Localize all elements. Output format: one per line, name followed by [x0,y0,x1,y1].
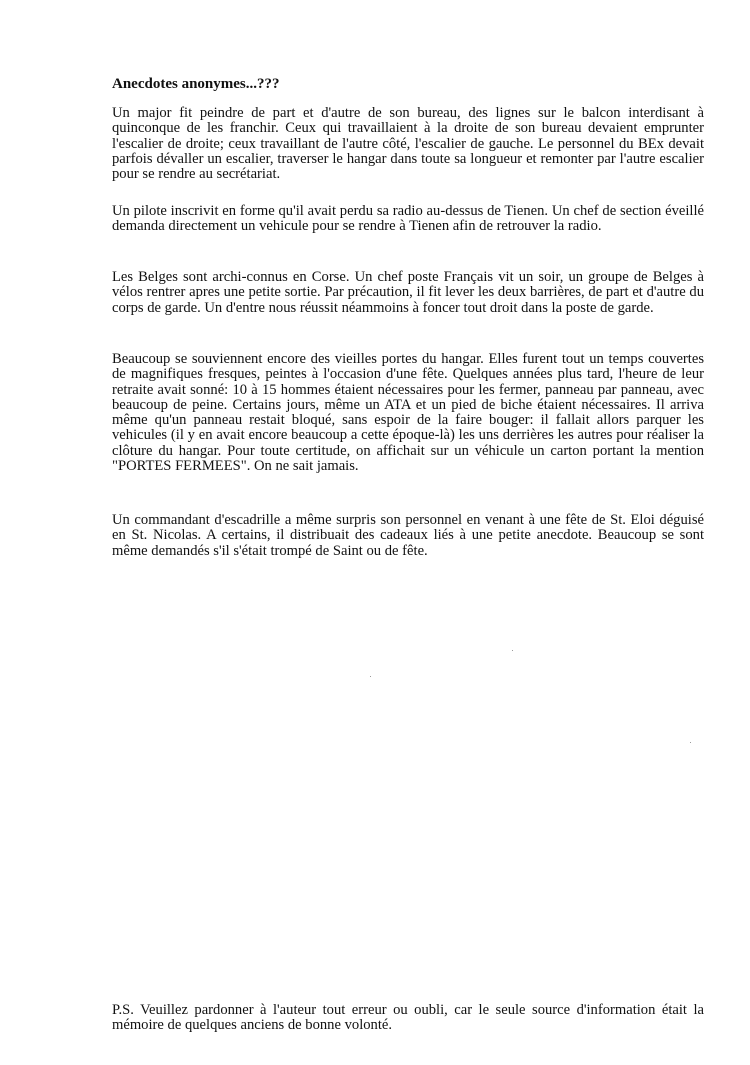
scan-speck [690,742,691,743]
scan-speck [512,650,513,651]
scan-speck [370,676,371,677]
anecdote-paragraph: Un major fit peindre de part et d'autre de son bureau, des lignes sur le balcon interdisant à quinconque de les franchir. Ceux qui travaillaient à la droite de son bureau devaient emprunter l'escalier de droite; ceux travaillant de l'autre côté, l'escalier de gauche. Le personnel du BEx devait parfois dévaller un escalier, traverser le hangar dans toute sa longueur et remonter par l'autre escalier pour se rendre au secrétariat. [112,105,704,183]
postscript: P.S. Veuillez pardonner à l'auteur tout erreur ou oubli, car le seule source d'information était la mémoire de quelques anciens de bonne volonté. [112,1002,704,1034]
document-title: Anecdotes anonymes...??? [112,76,280,92]
anecdote-paragraph: Les Belges sont archi-connus en Corse. Un chef poste Français vit un soir, un groupe de Belges à vélos rentrer apres une petite sortie. Par précaution, il fit lever les deux barrières, de part et d'autre du corps de garde. Un d'entre nous réussit néammoins à foncer tout droit dans la poste de garde. [112,269,704,316]
anecdote-paragraph: Un pilote inscrivit en forme qu'il avait perdu sa radio au-dessus de Tienen. Un chef de section éveillé demanda directement un vehicule pour se rendre à Tienen afin de retrouver la radio. [112,203,704,235]
anecdote-paragraph: Beaucoup se souviennent encore des vieilles portes du hangar. Elles furent tout un temps couvertes de magnifiques fresques, peintes à l'occasion d'une fête. Quelques années plus tard, l'heure de leur retraite avait sonné: 10 à 15 hommes étaient nécessaires pour les fermer, panneau par panneau, avec beaucoup de peine. Certains jours, même un ATA et un pied de biche étaient nécessaires. Il arriva même qu'un panneau restait bloqué, sans espoir de la faire bouger: il fallait allors parquer les vehicules (il y en avait encore beaucoup a cette époque-là) les uns derrières les autres pour réaliser la clôture du hangar. Pour toute certitude, on affichait sur un véhicule un carton portant la mention "PORTES FERMEES". On ne sait jamais. [112,351,704,475]
anecdote-paragraph: Un commandant d'escadrille a même surpris son personnel en venant à une fête de St. Eloi déguisé en St. Nicolas. A certains, il distribuait des cadeaux liés à une petite anecdote. Beaucoup se sont même demandés s'il s'était trompé de Saint ou de fête. [112,512,704,559]
